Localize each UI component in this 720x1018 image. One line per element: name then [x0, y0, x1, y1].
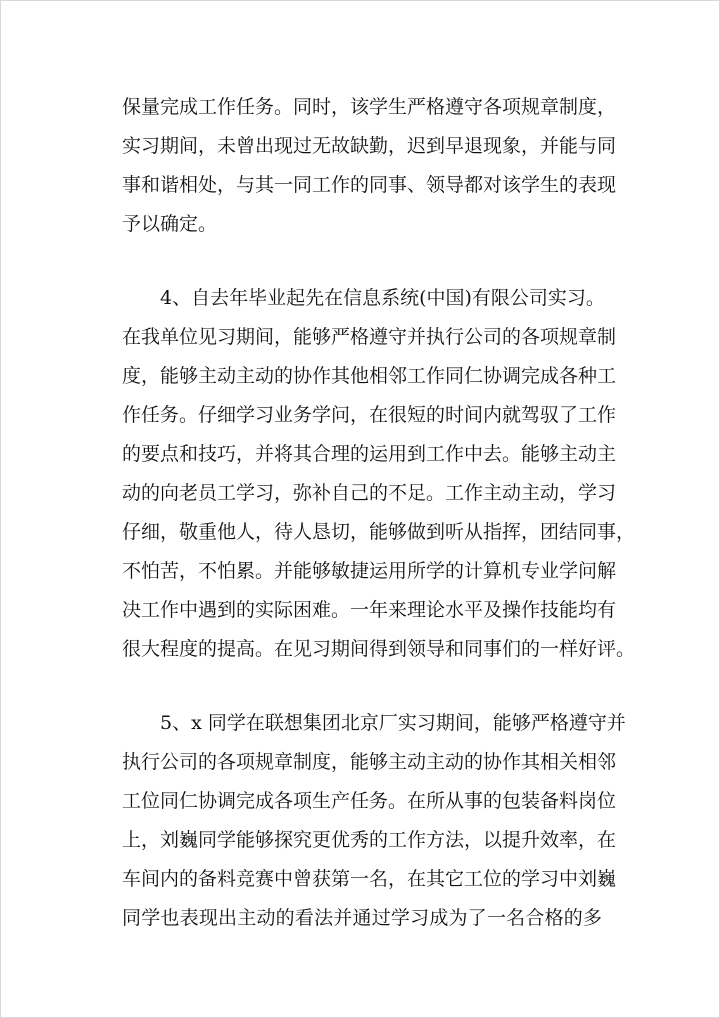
- paragraph-2-line-7: 仔细，敬重他人，待人恳切，能够做到听从指挥，团结同事，: [122, 521, 636, 543]
- paragraph-3-line-5: 车间内的备料竞赛中曾获第一名，在其它工位的学习中刘巍: [122, 868, 617, 890]
- paragraph-3-line-1: 5、x 同学在联想集团北京厂实习期间，能够严格遵守并: [160, 712, 626, 734]
- paragraph-2-line-1: 4、自去年毕业起先在信息系统(中国)有限公司实习。: [160, 287, 605, 309]
- paragraph-3-line-2: 执行公司的各项规章制度，能够主动主动的协作其相关相邻: [122, 751, 617, 773]
- paragraph-2-line-10: 很大程度的提高。在见习期间得到领导和同事们的一样好评。: [122, 638, 636, 660]
- paragraph-1-line-2: 实习期间，未曾出现过无故缺勤，迟到早退现象，并能与同: [122, 135, 617, 157]
- paragraph-1-line-1: 保量完成工作任务。同时，该学生严格遵守各项规章制度，: [122, 96, 617, 118]
- paragraph-2-line-9: 决工作中遇到的实际困难。一年来理论水平及操作技能均有: [122, 599, 617, 621]
- paragraph-3-line-4: 上，刘巍同学能够探究更优秀的工作方法，以提升效率，在: [122, 829, 617, 851]
- paragraph-2-line-5: 的要点和技巧，并将其合理的运用到工作中去。能够主动主: [122, 443, 617, 465]
- paragraph-2-line-4: 作任务。仔细学习业务学问，在很短的时间内就驾驭了工作: [122, 404, 617, 426]
- paragraph-2-line-3: 度，能够主动主动的协作其他相邻工作同仁协调完成各种工: [122, 365, 617, 387]
- paragraph-1-line-3: 事和谐相处，与其一同工作的同事、领导都对该学生的表现: [122, 174, 617, 196]
- paragraph-2-line-2: 在我单位见习期间，能够严格遵守并执行公司的各项规章制: [122, 326, 617, 348]
- paragraph-3-line-6: 同学也表现出主动的看法并通过学习成为了一名合格的多: [122, 907, 602, 929]
- paragraph-2-line-8: 不怕苦，不怕累。并能够敏捷运用所学的计算机专业学问解: [122, 560, 617, 582]
- paragraph-2-line-6: 动的向老员工学习，弥补自己的不足。工作主动主动，学习: [122, 482, 617, 504]
- paragraph-1-line-4: 予以确定。: [122, 213, 218, 235]
- paragraph-3-line-3: 工位同仁协调完成各项生产任务。在所从事的包装备料岗位: [122, 790, 617, 812]
